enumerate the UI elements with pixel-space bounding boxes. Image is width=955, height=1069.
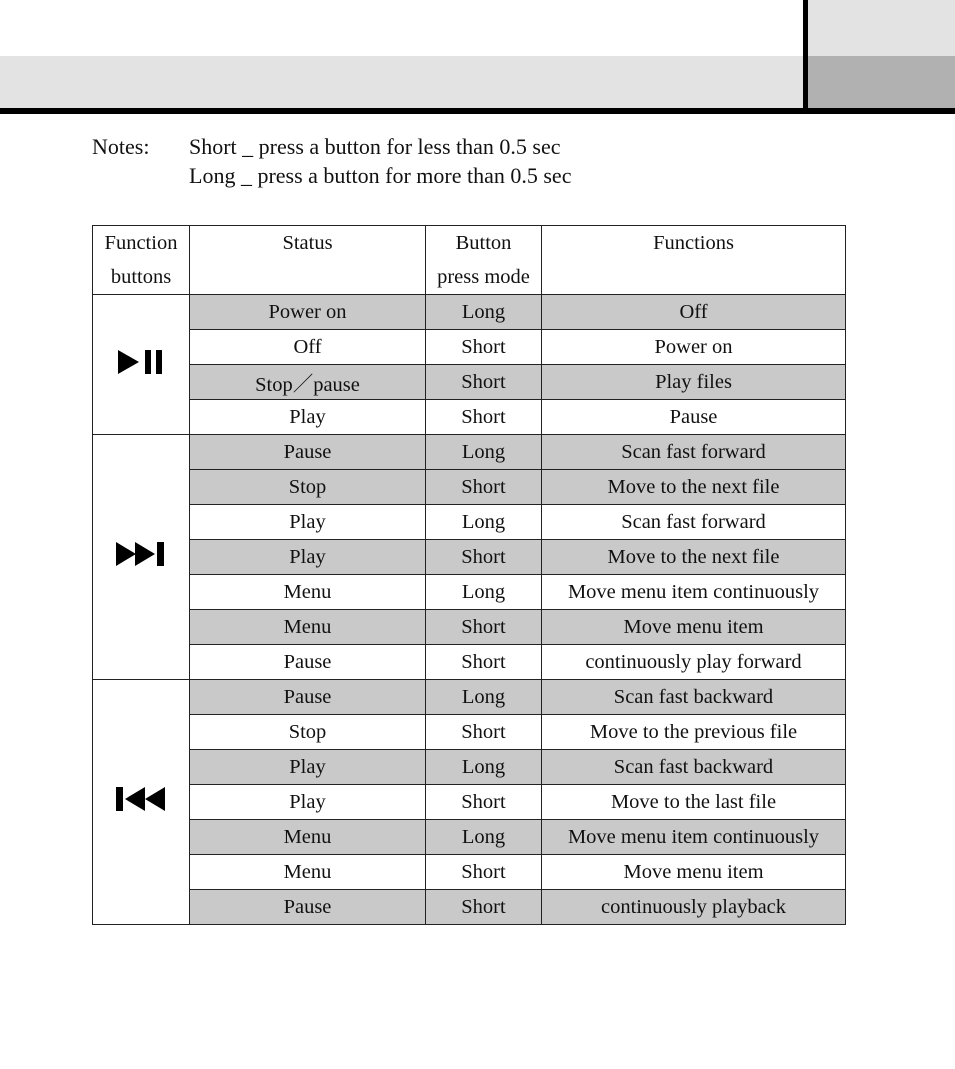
status-cell: Play — [190, 400, 426, 435]
status-cell: Play — [190, 540, 426, 575]
table-row — [93, 680, 846, 715]
function-cell: Move menu item — [542, 855, 846, 890]
table-row — [93, 610, 846, 645]
press-mode-cell: Long — [426, 295, 542, 330]
function-button-cell — [93, 680, 190, 925]
status-cell: Pause — [190, 435, 426, 470]
function-buttons-table — [92, 225, 846, 925]
status-cell: Off — [190, 330, 426, 365]
table-row — [93, 540, 846, 575]
function-cell: Move to the next file — [542, 540, 846, 575]
status-cell: Menu — [190, 820, 426, 855]
function-cell: Off — [542, 295, 846, 330]
status-cell: Stop — [190, 470, 426, 505]
function-cell: Power on — [542, 330, 846, 365]
table-row — [93, 575, 846, 610]
function-cell: continuously playback — [542, 890, 846, 925]
function-cell: Move menu item continuously — [542, 575, 846, 610]
table-row — [93, 645, 846, 680]
press-mode-cell: Long — [426, 820, 542, 855]
press-mode-cell: Short — [426, 400, 542, 435]
press-mode-cell: Short — [426, 715, 542, 750]
table-row — [93, 715, 846, 750]
press-mode-cell: Long — [426, 575, 542, 610]
header-function-buttons-line2: buttons — [110, 266, 172, 288]
table-row — [93, 365, 846, 400]
status-cell: Menu — [190, 855, 426, 890]
function-cell: Pause — [542, 400, 846, 435]
press-mode-cell: Short — [426, 365, 542, 400]
table-row — [93, 435, 846, 470]
press-mode-cell: Short — [426, 890, 542, 925]
press-mode-cell: Short — [426, 855, 542, 890]
function-cell: Play files — [542, 365, 846, 400]
function-cell: Move menu item — [542, 610, 846, 645]
header-functions: Functions — [542, 226, 846, 295]
function-button-cell — [93, 435, 190, 680]
previous-track-icon — [115, 786, 167, 818]
table-row — [93, 505, 846, 540]
table-row — [93, 890, 846, 925]
play-pause-icon — [116, 349, 166, 381]
function-cell: Scan fast backward — [542, 680, 846, 715]
note-short: Short _ press a button for less than 0.5 sec — [189, 134, 561, 159]
table-row — [93, 400, 846, 435]
header-status: Status — [190, 226, 426, 295]
table-header-row — [93, 226, 846, 295]
press-mode-cell: Short — [426, 540, 542, 575]
header-tab-bottom — [808, 56, 955, 108]
table-row — [93, 855, 846, 890]
status-cell: Menu — [190, 575, 426, 610]
function-cell: Scan fast forward — [542, 435, 846, 470]
header-function-buttons — [93, 226, 190, 295]
next-track-icon — [115, 541, 167, 573]
function-cell: Move to the next file — [542, 470, 846, 505]
press-mode-cell: Short — [426, 470, 542, 505]
function-button-cell — [93, 295, 190, 435]
press-mode-cell: Short — [426, 610, 542, 645]
press-mode-cell: Long — [426, 505, 542, 540]
status-cell: Play — [190, 505, 426, 540]
header-press-mode — [426, 226, 542, 295]
header-press-mode-line1: Button — [455, 232, 512, 254]
function-cell: Move menu item continuously — [542, 820, 846, 855]
function-cell: continuously play forward — [542, 645, 846, 680]
table-row — [93, 470, 846, 505]
status-cell: Play — [190, 785, 426, 820]
status-cell: Stop — [190, 715, 426, 750]
press-mode-cell: Short — [426, 785, 542, 820]
header-rule — [0, 108, 955, 114]
table-row — [93, 750, 846, 785]
table-row — [93, 295, 846, 330]
table-row — [93, 785, 846, 820]
header-tab-top — [808, 0, 955, 56]
notes-label: Notes: — [92, 134, 150, 159]
status-cell: Power on — [190, 295, 426, 330]
function-cell: Move to the last file — [542, 785, 846, 820]
table-row — [93, 820, 846, 855]
press-mode-cell: Short — [426, 330, 542, 365]
press-mode-cell: Long — [426, 680, 542, 715]
table-row — [93, 330, 846, 365]
status-cell: Pause — [190, 645, 426, 680]
function-cell: Scan fast forward — [542, 505, 846, 540]
header-function-buttons-line1: Function — [104, 232, 178, 254]
note-long: Long _ press a button for more than 0.5 sec — [189, 163, 572, 188]
status-cell: Stop／pause — [190, 365, 426, 400]
header-press-mode-line2: press mode — [437, 266, 530, 288]
header-band — [0, 56, 803, 108]
function-cell: Move to the previous file — [542, 715, 846, 750]
press-mode-cell: Long — [426, 435, 542, 470]
status-cell: Pause — [190, 680, 426, 715]
status-cell: Pause — [190, 890, 426, 925]
press-mode-cell: Short — [426, 645, 542, 680]
status-cell: Menu — [190, 610, 426, 645]
press-mode-cell: Long — [426, 750, 542, 785]
function-cell: Scan fast backward — [542, 750, 846, 785]
status-cell: Play — [190, 750, 426, 785]
